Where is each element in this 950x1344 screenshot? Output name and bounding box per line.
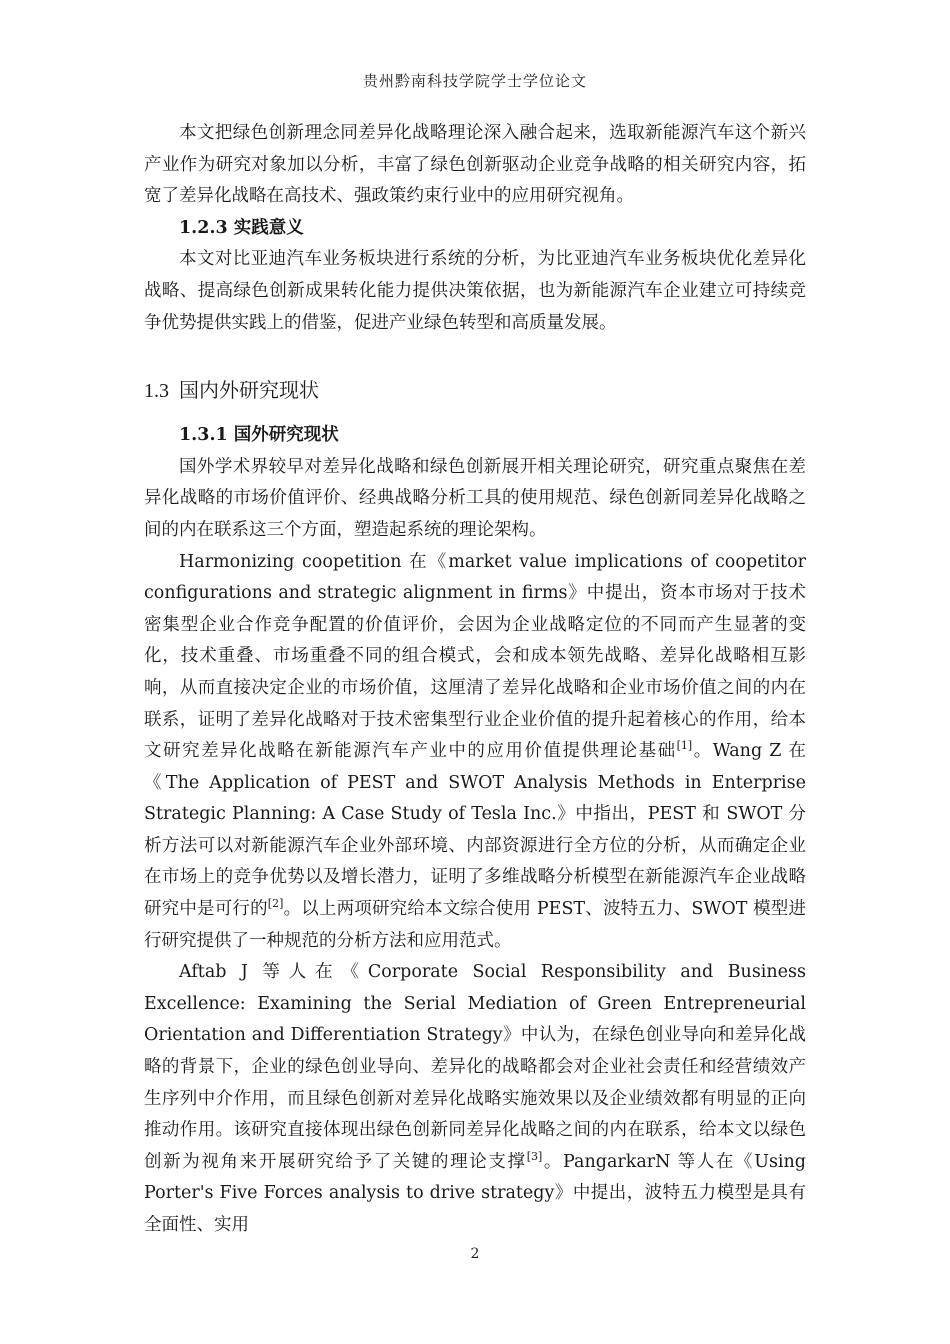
- page-number: 2: [470, 1246, 480, 1262]
- citation-marker: [1]: [676, 739, 693, 753]
- section-heading: [144, 375, 806, 406]
- paragraph: 本文对比亚迪汽车业务板块进行系统的分析，为比亚迪汽车业务板块优化差异化战略、提高绿色创新成果转化能力提供决策依据，也为新能源汽车企业建立可持续竞争优势提供实践上的借鉴，促进产业绿色转型和高质量发展。: [144, 249, 806, 333]
- paragraph-text: 。PangarkarN 等人在《Using Porter's Five Forces analysis to drive strategy》中提出，波特五力模型是具有全面性、实用: [144, 1151, 806, 1235]
- paragraph: [144, 957, 806, 1241]
- citation-marker: [2]: [267, 897, 284, 911]
- paragraph: 本文把绿色创新理念同差异化战略理论深入融合起来，选取新能源汽车这个新兴产业作为研究对象加以分析，丰富了绿色创新驱动企业竞争战略的相关研究内容，拓宽了差异化战略在高技术、强政策约束行业中的应用研究视角。: [144, 123, 806, 207]
- page-body: [144, 118, 806, 1242]
- paragraph: [144, 547, 806, 958]
- subsection-heading: 1.2.3 实践意义: [179, 217, 304, 238]
- running-header: 贵州黔南科技学院学士学位论文: [362, 72, 587, 90]
- paragraph-text: Aftab J 等人在《Corporate Social Responsibility and Business Excellence: Examining the Serial Mediation of Green Entrepreneurial Orientation and Differentiation Strategy》中认为，在绿色创业导向和差异化战略的背景下，企业的绿色创业导向、差异化的战略都会对企业社会责任和经营绩效产生序列中介作用，而且绿色创新对差异化战略实施效果以及企业绩效都有明显的正向推动作用。该研究直接体现出绿色创新同差异化战略之间的内在联系，给本文以绿色创新为视角来开展研究给予了关键的理论支撑: [144, 962, 806, 1172]
- paragraph-text: 。Wang Z 在《The Application of PEST and SWOT Analysis Methods in Enterprise Strategic Planning: A Case Study of Tesla Inc.》中指出，PEST 和 SWOT 分析方法可以对新能源汽车企业外部环境、内部资源进行全方位的分析，从而确定企业在市场上的竞争优势以及增长潜力，证明了多维战略分析模型在新能源汽车企业战略研究中是可行的: [144, 741, 806, 920]
- section-title: 国内外研究现状: [179, 378, 319, 403]
- section-number: 1.3: [144, 380, 169, 403]
- paragraph-text: Harmonizing coopetition 在《market value implications of coopetitor configurations and strategic alignment in firms》中提出，资本市场对于技术密集型企业合作竞争配置的价值评价，会因为企业战略定位的不同而产生显著的变化，技术重叠、市场重叠不同的组合模式，会和成本领先战略、差异化战略相互影响，从而直接决定企业的市场价值，这厘清了差异化战略和企业市场价值之间的内在联系，证明了差异化战略对于技术密集型行业企业价值的提升起着核心的作用，给本文研究差异化战略在新能源汽车产业中的应用价值提供理论基础: [144, 551, 806, 762]
- paragraph: 国外学术界较早对差异化战略和绿色创新展开相关理论研究，研究重点聚焦在差异化战略的市场价值评价、经典战略分析工具的使用规范、绿色创新同差异化战略之间的内在联系这三个方面，塑造起系统的理论架构。: [144, 456, 806, 540]
- paragraph-text: 。以上两项研究给本文综合使用 PEST、波特五力、SWOT 模型进行研究提供了一种规范的分析方法和应用范式。: [144, 899, 806, 951]
- citation-marker: [3]: [526, 1149, 543, 1163]
- subsection-heading: 1.3.1 国外研究现状: [179, 425, 339, 446]
